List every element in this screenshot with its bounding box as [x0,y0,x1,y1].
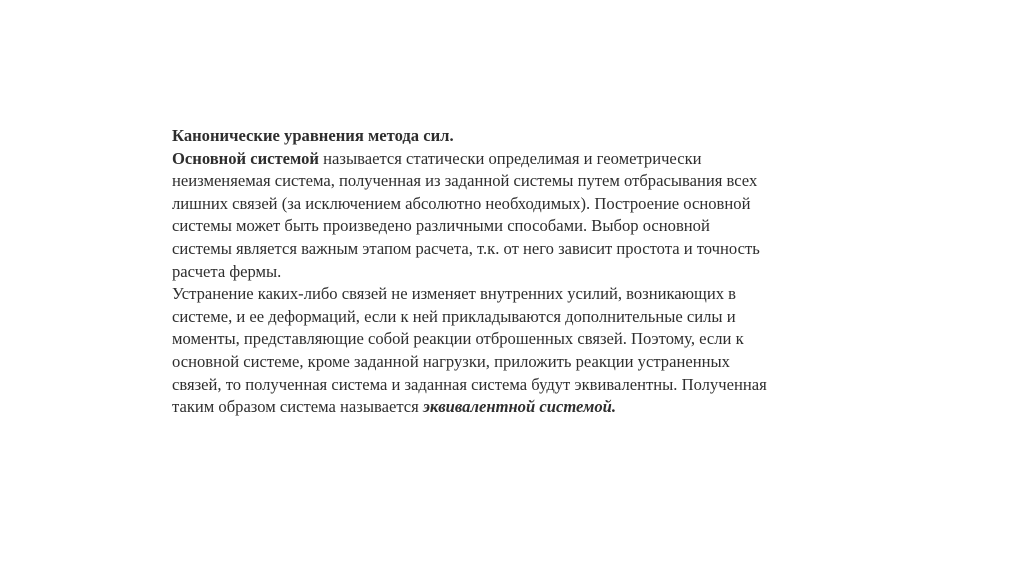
paragraph-2-line-3: моменты, представляющие собой реакции отброшенных связей. Поэтому, если к [172,329,744,349]
paragraph-2-line-2: системе, и ее деформаций, если к ней прикладываются дополнительные силы и [172,306,736,326]
paragraph-2-line-5: связей, то полученная система и заданная система будут эквивалентны. Полученная [172,374,767,394]
paragraph-1-line-4: системы может быть произведено различными способами. Выбор основной [172,216,710,236]
paragraph-1-line-6: расчета фермы. [172,261,282,281]
paragraph-1-line-1-rest: называется статически определимая и геометрически [319,148,702,168]
paragraph-2-line-4: основной системе, кроме заданной нагрузки, приложить реакции устраненных [172,351,730,371]
paragraph-1-line-5: системы является важным этапом расчета, т.к. от него зависит простота и точность [172,238,760,258]
term-basic-system: Основной системой [172,148,319,168]
paragraph-1-line-2: неизменяемая система, полученная из заданной системы путем отбрасывания всех [172,171,758,191]
paragraph-2-line-6 [172,396,872,419]
paragraph-1-line-3: лишних связей (за исключением абсолютно необходимых). Построение основной [172,193,751,213]
paragraph-2-line-1: Устранение каких-либо связей не изменяет внутренних усилий, возникающих в [172,284,736,304]
heading: Канонические уравнения метода сил. [172,126,454,145]
term-equivalent-system: эквивалентной системой. [422,397,617,417]
paragraph-2-line-6-start: таким образом система называется [172,397,423,417]
text-block [172,125,872,419]
paragraph-1-line-1 [172,148,872,171]
